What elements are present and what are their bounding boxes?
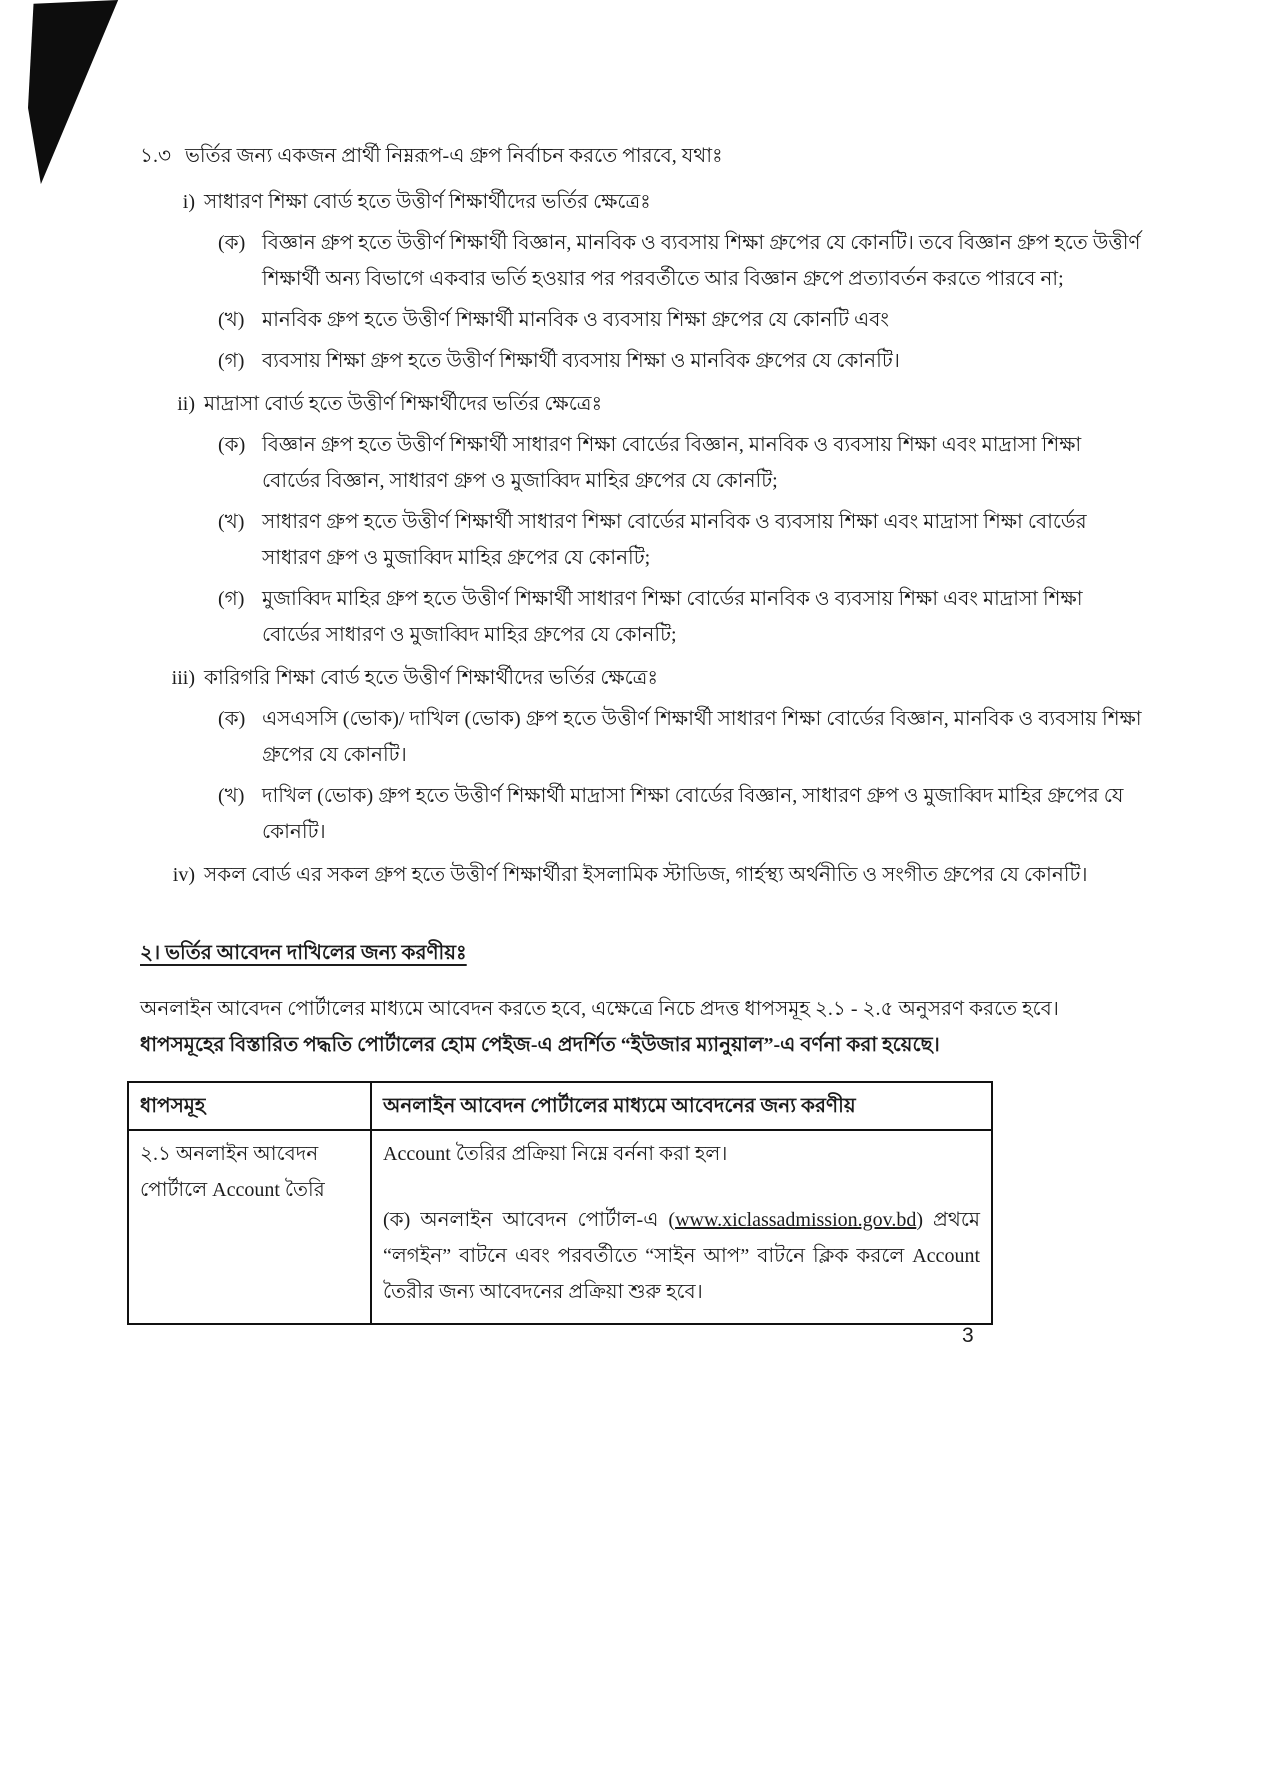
detail-text-pre: (ক) অনলাইন আবেদন পোর্টাল-এ ( <box>383 1209 676 1231</box>
list-subitem <box>218 343 1142 379</box>
list-subitem-text: সাধারণ গ্রুপ হতে উত্তীর্ণ শিক্ষার্থী সাধারণ শিক্ষা বোর্ডের মানবিক ও ব্যবসায় শিক্ষা এবং মাদ্রাসা শিক্ষা বোর্ডের সাধারণ গ্রুপ ও মুজাব্বিদ মাহির গ্রুপের যে কোনটি; <box>262 511 1087 569</box>
list-item <box>140 857 1142 893</box>
list-item-text: সকল বোর্ড এর সকল গ্রুপ হতে উত্তীর্ণ শিক্ষার্থীরা ইসলামিক স্টাডিজ, গার্হস্থ্য অর্থনীতি ও সংগীত গ্রুপের যে কোনটি। <box>204 864 1088 886</box>
list-subitem <box>218 427 1142 499</box>
list-subitem-text: মানবিক গ্রুপ হতে উত্তীর্ণ শিক্ষার্থী মানবিক ও ব্যবসায় শিক্ষা গ্রুপের যে কোনটি এবং <box>262 309 889 331</box>
section-2-paragraph-bold: ধাপসমূহের বিস্তারিত পদ্ধতি পোর্টালের হোম পেইজ-এ প্রদর্শিত “ইউজার ম্যানুয়াল”-এ বর্ণনা করা হয়েছে। <box>140 1034 940 1056</box>
list-item-text: কারিগরি শিক্ষা বোর্ড হতে উত্তীর্ণ শিক্ষার্থীদের ভর্তির ক্ষেত্রেঃ <box>204 667 659 689</box>
section-1-3-heading <box>140 138 1142 174</box>
list-subitem-label: (খ) <box>218 785 245 807</box>
list-subitem <box>218 225 1142 297</box>
table-header-row <box>128 1082 992 1130</box>
section-2-heading: ২। ভর্তির আবেদন দাখিলের জন্য করণীয়ঃ <box>140 942 467 964</box>
table-header-steps: ধাপসমূহ <box>128 1082 371 1130</box>
list-item-label: ii) <box>177 393 195 415</box>
list-subitem-label: (ক) <box>218 232 246 254</box>
list-subitem-label: (খ) <box>218 511 245 533</box>
list-item <box>140 386 1142 422</box>
list-subitem-text: বিজ্ঞান গ্রুপ হতে উত্তীর্ণ শিক্ষার্থী বিজ্ঞান, মানবিক ও ব্যবসায় শিক্ষা গ্রুপের যে কোনটি। তবে বিজ্ঞান গ্রুপ হতে উত্তীর্ণ শিক্ষার্থী অন্য বিভাগে একবার ভর্তি হওয়ার পর পরবর্তীতে আর বিজ্ঞান গ্রুপে প্রত্যাবর্তন করতে পারবে না; <box>262 232 1141 290</box>
list-subitem <box>218 581 1142 653</box>
page-number: 3 <box>962 1324 974 1347</box>
table-cell-detail <box>371 1130 992 1324</box>
section-2-paragraph: অনলাইন আবেদন পোর্টালের মাধ্যমে আবেদন করতে হবে, এক্ষেত্রে নিচে প্রদত্ত ধাপসমূহ ২.১ - ২.৫ অনুসরণ করতে হবে। <box>140 998 1059 1020</box>
steps-table <box>127 1081 993 1325</box>
document-content <box>140 138 1142 1325</box>
list-subitem-label: (ক) <box>218 434 246 456</box>
detail-intro: Account তৈরির প্রক্রিয়া নিম্নে বর্ননা করা হল। <box>383 1143 728 1165</box>
list-item <box>140 184 1142 220</box>
list-item-label: iii) <box>171 667 195 689</box>
list-subitem <box>218 778 1142 850</box>
table-row <box>128 1130 992 1324</box>
list-subitem <box>218 302 1142 338</box>
list-item-text: সাধারণ শিক্ষা বোর্ড হতে উত্তীর্ণ শিক্ষার্থীদের ভর্তির ক্ষেত্রেঃ <box>204 191 651 213</box>
list-subitem-text: বিজ্ঞান গ্রুপ হতে উত্তীর্ণ শিক্ষার্থী সাধারণ শিক্ষা বোর্ডের বিজ্ঞান, মানবিক ও ব্যবসায় শিক্ষা এবং মাদ্রাসা শিক্ষা বোর্ডের বিজ্ঞান, সাধারণ গ্রুপ ও মুজাব্বিদ মাহির গ্রুপের যে কোনটি; <box>262 434 1082 492</box>
detail-paragraph <box>383 1202 980 1310</box>
section-number: ১.৩ <box>140 145 171 167</box>
list-item-label: i) <box>182 191 195 213</box>
section-title: ভর্তির জন্য একজন প্রার্থী নিম্নরূপ-এ গ্রুপ নির্বাচন করতে পারবে, যথাঃ <box>184 145 723 167</box>
list-subitem-text: ব্যবসায় শিক্ষা গ্রুপ হতে উত্তীর্ণ শিক্ষার্থী ব্যবসায় শিক্ষা ও মানবিক গ্রুপের যে কোনটি। <box>262 350 900 372</box>
list-subitem-text: দাখিল (ভোক) গ্রুপ হতে উত্তীর্ণ শিক্ষার্থী মাদ্রাসা শিক্ষা বোর্ডের বিজ্ঞান, সাধারণ গ্রুপ ও মুজাব্বিদ মাহির গ্রুপের যে কোনটি। <box>262 785 1124 843</box>
list-subitem <box>218 504 1142 576</box>
list-item <box>140 660 1142 696</box>
table-header-detail: অনলাইন আবেদন পোর্টালের মাধ্যমে আবেদনের জন্য করণীয় <box>371 1082 992 1130</box>
list-subitem-text: মুজাব্বিদ মাহির গ্রুপ হতে উত্তীর্ণ শিক্ষার্থী সাধারণ শিক্ষা বোর্ডের মানবিক ও ব্যবসায় শিক্ষা এবং মাদ্রাসা শিক্ষা বোর্ডের সাধারণ ও মুজাব্বিদ মাহির গ্রুপের যে কোনটি; <box>262 588 1083 646</box>
list-item-label: iv) <box>172 864 195 886</box>
table-cell-step: ২.১ অনলাইন আবেদন পোর্টালে Account তৈরি <box>128 1130 371 1324</box>
scan-fold-artifact <box>28 0 120 186</box>
list-subitem-label: (খ) <box>218 309 245 331</box>
portal-url-link[interactable]: www.xiclassadmission.gov.bd <box>675 1209 917 1231</box>
list-item-text: মাদ্রাসা বোর্ড হতে উত্তীর্ণ শিক্ষার্থীদের ভর্তির ক্ষেত্রেঃ <box>204 393 603 415</box>
list-subitem-text: এসএসসি (ভোক)/ দাখিল (ভোক) গ্রুপ হতে উত্তীর্ণ শিক্ষার্থী সাধারণ শিক্ষা বোর্ডের বিজ্ঞান, মানবিক ও ব্যবসায় শিক্ষা গ্রুপের যে কোনটি। <box>262 708 1142 766</box>
detail-text-post: ) প্রথমে “লগইন” বাটনে এবং পরবর্তীতে “সাইন আপ” বাটনে ক্লিক করলে Account তৈরীর জন্য আবেদনের প্রক্রিয়া শুরু হবে। <box>383 1209 980 1303</box>
list-subitem-label: (গ) <box>218 588 245 610</box>
list-subitem-label: (ক) <box>218 708 246 730</box>
list-subitem <box>218 701 1142 773</box>
list-subitem-label: (গ) <box>218 350 245 372</box>
